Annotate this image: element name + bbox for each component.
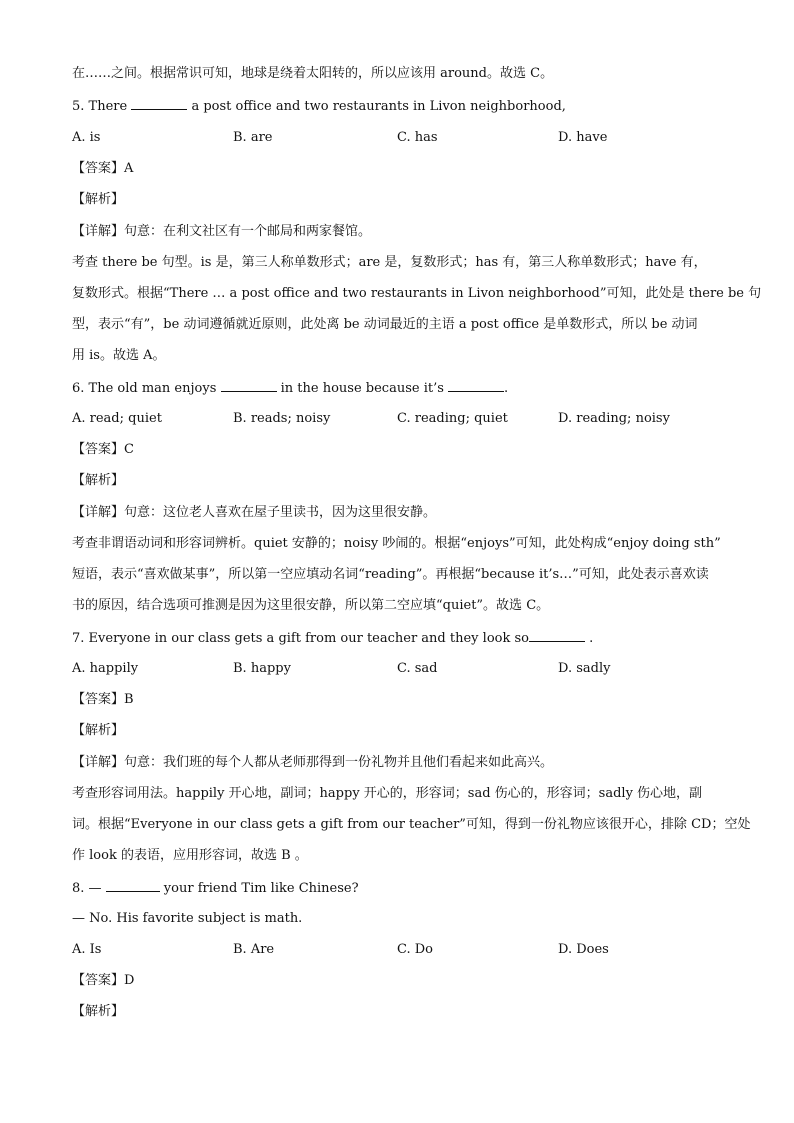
question-6-stem-pre: 6. The old man enjoys	[72, 381, 221, 396]
question-6-answer: 【答案】C	[72, 442, 134, 457]
option-d: D. Does	[558, 942, 609, 957]
question-5-options	[72, 128, 722, 148]
question-5-answer: 【答案】A	[72, 161, 134, 176]
question-5-detail-5: 用 is。故选 A。	[72, 348, 166, 363]
question-8-options	[72, 940, 722, 960]
question-5-stem-pre: 5. There	[72, 99, 132, 114]
question-6-detail-2: 考查非谓语动词和形容词辨析。quiet 安静的；noisy 吵闹的。根据“enjoys”可知，此处构成“enjoy doing sth”	[72, 536, 721, 551]
question-8-stem-pre: 8. —	[72, 881, 106, 896]
option-c: C. Do	[397, 942, 433, 957]
question-6-detail-3: 短语，表示“喜欢做某事”，所以第一空应填动名词“reading”。再根据“because it’s…”可知，此处表示喜欢读	[72, 567, 709, 582]
option-a: A. happily	[72, 661, 139, 676]
question-5-detail-4: 型，表示“有”，be 动词遵循就近原则，此处离 be 动词最近的主语 a post office 是单数形式，所以 be 动词	[72, 317, 698, 332]
question-6-detail-1: 【详解】句意：这位老人喜欢在屋子里读书，因为这里很安静。	[72, 505, 437, 520]
option-b: B. reads; noisy	[233, 411, 331, 426]
question-6-stem	[72, 378, 724, 399]
question-7-stem	[72, 628, 724, 649]
question-7-detail-3: 词。根据“Everyone in our class gets a gift from our teacher”可知，得到一份礼物应该很开心，排除 CD；空处	[72, 817, 751, 832]
question-7-analysis-label: 【解析】	[72, 723, 125, 738]
question-6-options	[72, 409, 722, 429]
question-5-detail-2: 考查 there be 句型。is 是，第三人称单数形式；are 是，复数形式；has 有，第三人称单数形式；have 有，	[72, 255, 707, 270]
intro-line: 在……之间。根据常识可知，地球是绕着太阳转的，所以应该用 around。故选 C。	[72, 66, 554, 81]
option-b: B. are	[233, 130, 273, 145]
option-c: C. has	[397, 130, 438, 145]
question-6-detail-4: 书的原因，结合选项可推测是因为这里很安静，所以第二空应填“quiet”。故选 C。	[72, 598, 550, 613]
option-a: A. Is	[72, 942, 102, 957]
question-8-answer: 【答案】D	[72, 973, 135, 988]
question-8-stem-post: your friend Tim like Chinese?	[159, 881, 359, 896]
answer-blank	[131, 96, 187, 110]
option-b: B. Are	[233, 942, 275, 957]
question-6-analysis-label: 【解析】	[72, 473, 125, 488]
question-5-stem	[72, 96, 724, 117]
answer-blank	[448, 378, 504, 392]
question-5-analysis-label: 【解析】	[72, 192, 125, 207]
question-8-stem	[72, 878, 724, 899]
question-7-options	[72, 659, 722, 679]
option-d: D. reading; noisy	[558, 411, 670, 426]
question-7-stem-pre: 7. Everyone in our class gets a gift from our teacher and they look so	[72, 631, 529, 646]
answer-blank	[221, 378, 277, 392]
question-8-analysis-label: 【解析】	[72, 1004, 125, 1019]
question-5-stem-post: a post office and two restaurants in Livon neighborhood,	[187, 99, 566, 114]
question-7-answer: 【答案】B	[72, 692, 134, 707]
question-7-detail-2: 考查形容词用法。happily 开心地，副词；happy 开心的，形容词；sad 伤心的，形容词；sadly 伤心地，副	[72, 786, 703, 801]
option-d: D. sadly	[558, 661, 611, 676]
option-c: C. sad	[397, 661, 438, 676]
question-7-detail-1: 【详解】句意：我们班的每个人都从老师那得到一份礼物并且他们看起来如此高兴。	[72, 755, 554, 770]
question-6-stem-mid: in the house because it’s	[276, 381, 449, 396]
question-7-detail-4: 作 look 的表语，应用形容词，故选 B 。	[72, 848, 308, 863]
option-b: B. happy	[233, 661, 291, 676]
question-5-detail-1: 【详解】句意：在利文社区有一个邮局和两家餐馆。	[72, 224, 372, 239]
answer-blank	[529, 628, 585, 642]
answer-blank	[106, 878, 160, 892]
option-a: A. is	[72, 130, 101, 145]
option-a: A. read; quiet	[72, 411, 162, 426]
question-8-reply: — No. His favorite subject is math.	[72, 911, 303, 926]
question-6-stem-post: .	[504, 381, 509, 396]
question-5-detail-3: 复数形式。根据“There … a post office and two restaurants in Livon neighborhood”可知，此处是 there be 句	[72, 286, 762, 301]
option-d: D. have	[558, 130, 608, 145]
question-7-stem-post: .	[584, 631, 594, 646]
option-c: C. reading; quiet	[397, 411, 508, 426]
